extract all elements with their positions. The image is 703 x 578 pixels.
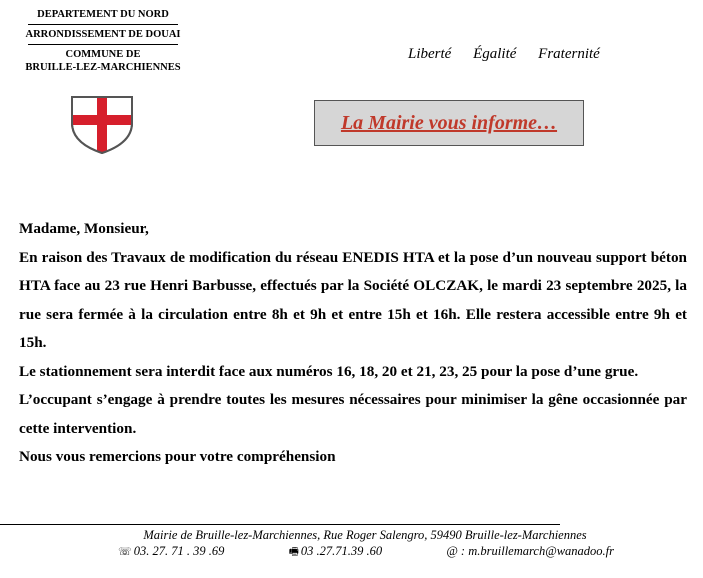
email-address[interactable]: m.bruillemarch@wanadoo.fr [468,544,614,558]
divider [28,24,178,25]
arrondissement-label: ARRONDISSEMENT DE DOUAI [25,29,181,40]
email-prefix: @ : [446,544,466,558]
footer-address: Mairie de Bruille-lez-Marchiennes, Rue Roger Salengro, 59490 Bruille-lez-Marchiennes [143,528,587,542]
closing-thanks: Nous vous remercions pour votre compréhension [19,448,336,465]
footer-divider [0,524,560,525]
department-label: DEPARTEMENT DU NORD [37,9,169,20]
commune-label: COMMUNE DE [65,49,141,60]
coat-of-arms-icon [66,93,138,155]
announcement-banner [314,100,584,146]
commune-name: BRUILLE-LEZ-MARCHIENNES [25,62,181,73]
motto-egalite: Égalité [473,46,517,62]
national-motto [408,46,618,63]
fax-icon: 🖷 [288,546,299,558]
motto-fraternite: Fraternité [538,46,600,62]
phone-number: 03. 27. 71 . 39 .69 [133,544,225,558]
paragraph-occupant: L’occupant s’engage à prendre toutes les mesures nécessaires pour minimiser la gêne occasionnée par cette intervention. [19,391,687,437]
letterhead-block [14,8,192,74]
fax-number: 03 .27.71.39 .60 [300,544,383,558]
paragraph-works: En raison des Travaux de modification du réseau ENEDIS HTA et la pose d’un nouveau support béton HTA face au 23 rue Henri Barbusse, effectués par la Société OLCZAK, le mardi 23 septembre 2025, la rue sera fermée à la circulation entre 8h et 9h et entre 15h et 16h. Elle restera accessible entre 9h et 15h. [19,248,687,351]
footer-phone [118,543,224,560]
paragraph-parking: Le stationnement sera interdit face aux numéros 16, 18, 20 et 21, 23, 25 pour la pose d’une grue. [19,362,639,380]
notice-body [19,215,687,472]
motto-liberte: Liberté [408,46,452,62]
phone-icon: ☏ [118,546,132,558]
banner-title: La Mairie vous informe… [340,111,558,134]
divider [28,44,178,45]
footer-fax [289,543,383,560]
salutation: Madame, Monsieur, [19,220,149,237]
footer-contacts [110,543,620,560]
footer [110,527,620,560]
footer-email [446,543,614,560]
